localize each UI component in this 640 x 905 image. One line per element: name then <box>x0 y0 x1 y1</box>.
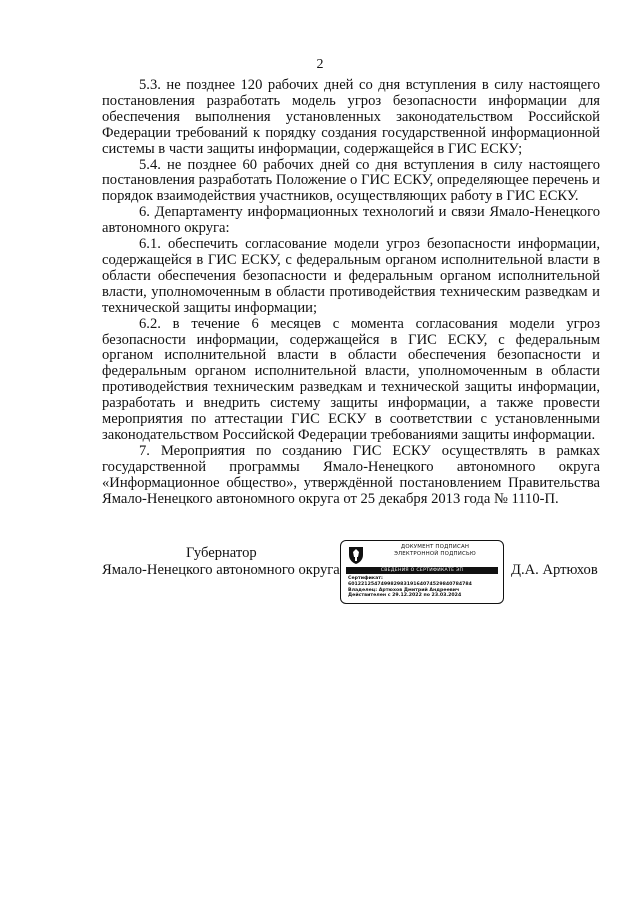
paragraph-5-4: 5.4. не позднее 60 рабочих дней со дня вступления в силу настоящего постановления разработать Положение о ГИС ЕСКУ, определяющее перечень и порядок взаимодействия участников, осуществляющих работу в ГИС ЕСКУ. <box>102 156 600 205</box>
electronic-signature-stamp <box>340 540 504 604</box>
paragraph-6-1: 6.1. обеспечить согласование модели угроз безопасности информации, содержащейся в ГИС ЕСКУ, с федеральным органом исполнительной власти в области обеспечения безопасности и федеральным органом исполнительной власти, уполномоченным в области противодействия техническим разведкам и технической защиты информации; <box>102 236 600 316</box>
signature-block <box>0 540 640 620</box>
page-number: 2 <box>316 57 324 72</box>
paragraph-7: 7. Мероприятия по созданию ГИС ЕСКУ осуществлять в рамках государственной программы Ямало-Ненецкого автономного округа «Информационное общество», утверждённой постановлением Правительства Ямало-Ненецкого автономного округа от 25 декабря 2013 года № 1110-П. <box>102 442 600 507</box>
paragraph-6-2: 6.2. в течение 6 месяцев с момента согласования модели угроз безопасности информации, содержащейся в ГИС ЕСКУ, с федеральным органом исполнительной власти в области обеспечения безопасности и федеральным органом исполнительной власти, уполномоченным в области противодействия техническим разведкам и технической защиты информации, разработать и внедрить систему защиты информации, а также провести мероприятия по аттестации ГИС ЕСКУ в соответствии с установленными законодательством Российской Федерации требованиями защиты информации. <box>102 315 600 443</box>
governor-region: Ямало-Ненецкого автономного округа <box>102 562 340 578</box>
certificate-label: Сертификат: <box>348 576 383 581</box>
stamp-certificate-info <box>348 576 500 599</box>
certificate-owner: Владелец: Артюхов Дмитрий Андреевич <box>348 587 460 593</box>
paragraph-6: 6. Департаменту информационных технологий и связи Ямало-Ненецкого автономного округа: <box>102 204 600 237</box>
stamp-title: ДОКУМЕНТ ПОДПИСАН ЭЛЕКТРОННОЙ ПОДПИСЬЮ <box>394 544 476 557</box>
certificate-validity: Действителен с 29.12.2022 по 23.03.2024 <box>348 593 462 599</box>
document-body <box>102 78 600 507</box>
signer-name: Д.А. Артюхов <box>511 562 598 578</box>
paragraph-5-3: 5.3. не позднее 120 рабочих дней со дня вступления в силу настоящего постановления разработать модель угроз безопасности информации для обеспечения выполнения установленных законодательством Российской Федерации требований к порядку создания государственной информационной системы в части защиты информации, содержащейся в ГИС ЕСКУ; <box>102 77 600 157</box>
governor-title: Губернатор <box>186 545 257 561</box>
certificate-number: 60122125474998298319164074529840784784 <box>348 581 472 587</box>
stamp-band: СВЕДЕНИЯ О СЕРТИФИКАТЕ ЭП <box>346 567 498 574</box>
coat-of-arms-icon <box>347 545 365 565</box>
